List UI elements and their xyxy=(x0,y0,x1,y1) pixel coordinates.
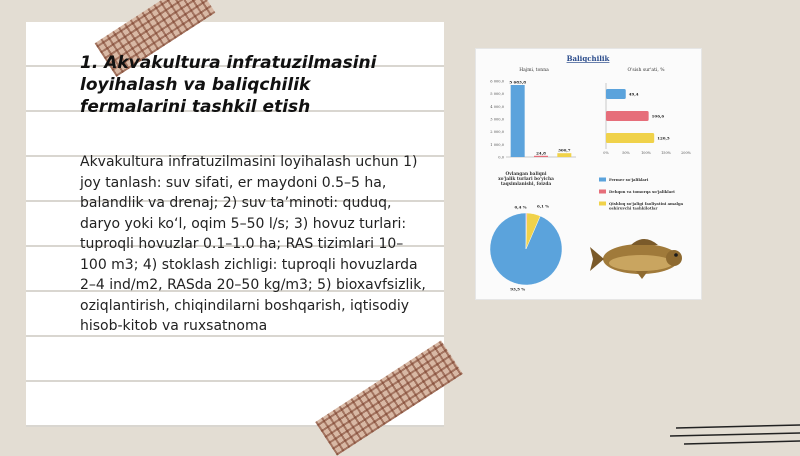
right-chart-title: O'sish sur'ati, % xyxy=(627,68,665,73)
fishery-infographic xyxy=(475,48,702,300)
distribution-pie-chart xyxy=(490,203,562,291)
pie-value-label: 93,5 % xyxy=(510,286,526,292)
volume-bar xyxy=(534,156,548,157)
legend-label: Dehqon va tomorqa xo'jaliklari xyxy=(609,189,675,194)
growth-bar xyxy=(606,89,626,99)
carp-fish-illustration xyxy=(590,239,682,279)
volume-bar xyxy=(511,85,525,157)
left-chart-title: Hajmi, tonna xyxy=(519,68,549,73)
x-tick-label: 0% xyxy=(603,151,609,155)
bar-value-label: 106,6 xyxy=(651,113,665,119)
y-tick-label: 5 000,0 xyxy=(490,92,504,97)
slide-title: 1. Akvakultura infratuzilmasini loyihalash va baliqchilik fermalarini tashkil etish xyxy=(80,53,377,117)
y-tick-label: 1 000,0 xyxy=(490,142,504,147)
decorative-lines xyxy=(670,420,800,450)
y-tick-label: 2 000,0 xyxy=(490,130,504,135)
x-tick-label: 150% xyxy=(661,151,671,155)
volume-bar xyxy=(557,153,571,157)
volume-bar-chart xyxy=(490,80,576,160)
growth-bar-chart xyxy=(603,83,691,155)
slide-body-text: Akvakultura infratuzilmasini loyihalash uchun 1) joy tanlash: suv sifati, er maydoni 0.5–5 ha, balandlik va drenaj; 2) suv ta’minoti: quduq, daryo yoki ko‘l, oqim 5–50 l/s; 3) hovuz turlari: tuproqli hovuzlar 0.1–1.0 ha; RAS tizimlari 10–100 m3; 4) stoklash zichligi: tuproqli hovuzlarda 2–4 ind/m2, RASda 20–50 kg/m3; 5) bioxavfsizlik, oziqlantirish, chiqindilarni boshqarish, iqtisodiy hisob-kitob va ruxsatnoma xyxy=(80,154,426,334)
x-tick-label: 100% xyxy=(641,151,651,155)
x-tick-label: 50% xyxy=(622,151,630,155)
pie-chart-title: Ovlangan baliqni xo'jalik turlari bo'yicha taqsimlanishi, foizda xyxy=(498,172,554,187)
x-tick-label: 200% xyxy=(681,151,691,155)
y-tick-label: 3 000,0 xyxy=(490,117,504,122)
bar-value-label: 300,7 xyxy=(558,147,571,153)
y-tick-label: 6 000,0 xyxy=(490,79,504,84)
bar-value-label: 49,4 xyxy=(628,91,639,97)
pie-value-label: 6,1 % xyxy=(536,203,550,209)
legend-label: Fermer xo'jaliklari xyxy=(609,177,649,182)
pie-value-label: 0,4 % xyxy=(514,204,527,210)
bar-value-label: 5 683,8 xyxy=(509,79,527,85)
bar-value-label: 120,5 xyxy=(657,135,670,141)
y-tick-label: 0,0 xyxy=(498,155,504,160)
pie-legend xyxy=(599,177,684,211)
legend-swatch xyxy=(599,178,606,182)
legend-swatch xyxy=(599,190,606,194)
legend-swatch xyxy=(599,202,606,206)
y-tick-label: 4 000,0 xyxy=(490,104,504,109)
infographic-svg xyxy=(476,49,701,299)
growth-bar xyxy=(606,133,654,143)
growth-bar xyxy=(606,111,649,121)
bar-value-label: 24,8 xyxy=(536,150,546,156)
infographic-heading: Baliqchilik xyxy=(566,54,610,63)
legend-label: Qishloq xo'jaligi faoliyatini amalga oshiruvchi tashkilotlar xyxy=(609,201,684,211)
